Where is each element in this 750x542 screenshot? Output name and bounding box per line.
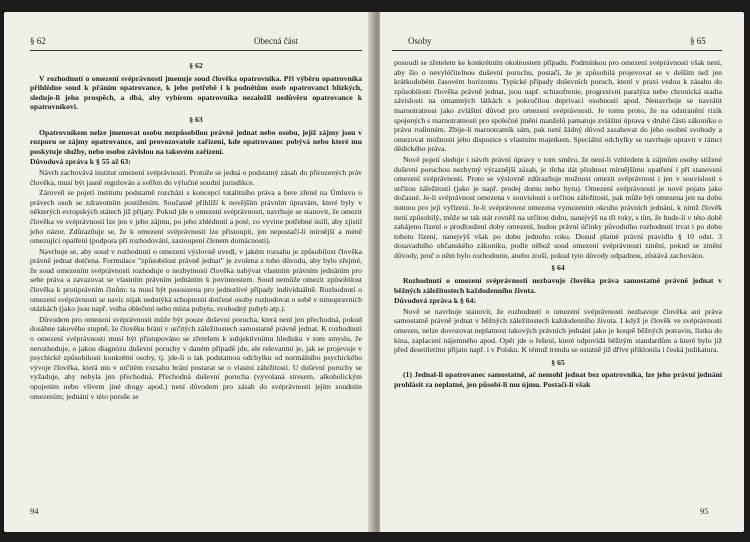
explanatory-heading: Důvodová zpráva k § 64: xyxy=(394,296,477,306)
section-heading: § 64 xyxy=(551,263,565,273)
paragraph: Návrh zachovává institut omezení svéprávnosti. Protože se jedná o podstatný zásah do přirozených práv člověka, musí být jasně regulován a svěřen do výlučné soudní jurisdikce. xyxy=(30,167,362,187)
left-section-number: § 62 xyxy=(30,36,46,46)
paragraph: Nově se navrhuje stanovit, že rozhodnutí o omezení svéprávnosti nezbavuje člověka ani práva samostatně právně jednat v běžných záležitostech každodenního života. I když je člověk ve svéprávnosti omezen, nelze dovozovat neplatnost takových právních jednání jako je koupě běžných potravin, lístku do kina, zaplacení nájemného apod. Opět jde o řešení, které odpovídá běžným standardům a které bylo již před desetiletími přijato např. i v Polsku. K témuž trendu se ostatně již dříve přiklonila i česká judikatura. xyxy=(394,306,722,355)
left-page-body xyxy=(30,58,362,402)
section-heading: § 63 xyxy=(189,114,203,124)
right-running-head: Osoby xyxy=(408,36,432,46)
statute-text: Opatrovníkem nelze jmenovat osobu nezpůsobilou právně jednat nebo osobu, jejíž zájmy jsou v rozporu se zájmy opatrovance, ani provozovatele zařízení, kde opatrovanec pobývá nebo které mu poskytuje služby, nebo osobu závislou na takovém zařízení. xyxy=(30,127,362,156)
section-heading: § 62 xyxy=(189,61,203,70)
left-header-rule xyxy=(30,50,362,51)
statute-text: Rozhodnutí o omezení svéprávnosti nezbavuje člověka práva samostatně právně jednat v běžných záležitostech každodenního života. xyxy=(394,276,722,295)
right-section-number: § 65 xyxy=(690,36,706,46)
section-heading: § 65 xyxy=(551,357,565,367)
left-running-head: Obecná část xyxy=(254,36,298,46)
paragraph: Důvodem pro omezení svéprávnosti může být pouze duševní porucha, která není jen přechodná, pokud dosáhne takového stupně, že člověku brání v určitých záležitostech samostatně právně jednat. K rozhodnutí o omezení svéprávnosti musí být přistupováno se zřetelem k subjektivnímu hledisku v tom smyslu, že nerozhoduje, o jakou diagnózu duševní poruchy v daném případě jde, ale relevantní je, jak se projevuje v psychické způsobilosti konkrétní osoby, tj. jde-li o tak podstatnou odchylku od normálního psychického vývoje člověka, která mu v určitém rozsahu brání postarat se o vlastní záležitosti. U duševní poruchy se vyžaduje, aby nebyla jen přechodná. Přechodná duševní porucha (vyvolaná stresem, alkoholickým opojením nebo vlivem jiné drogy apod.) není důvodem pro zásah do svéprávnosti jejím soudním omezením; jednání v této poruše se xyxy=(30,314,362,401)
statute-text: V rozhodnutí o omezení svéprávnosti jmenuje soud člověka opatrovníka. Při výběru opatrovníka přihlédne soud k přáním opatrovance, k jeho potřebě i k podnětům osob opatrovanci blízkých, sleduje-li jeho prospěch, a dbá, aby vybírem opatrovníka nezaložil nedůvěru opatrovance k opatrovníkovi. xyxy=(30,73,362,112)
explanatory-heading: Důvodová zpráva k § 55 až 63: xyxy=(30,157,131,167)
left-page xyxy=(4,12,374,532)
paragraph: Zároveň se pojetí institutu podstatně rozchází s koncepcí totalitního práva a bere zřetel na Úmluvu o právech osob se zdravotním postižením. Současně přihlíží k novějším právním úpravám, které byly v některých evropských státech již přijaty. Pokud jde o omezení svéprávnosti, navrhuje se stanovit, že omezit člověka ve svéprávnosti lze jen v jeho zájmu, po jeho zhlédnutí a poté, co vyvine potřebné úsilí, aby zjistil jeho názor. Zdůrazňuje se, že k omezení svéprávnosti lze přistoupit, jen nepostačí-li mírnější a méně omezující opatření (podpora při rozhodování, zastoupení členem domácnosti). xyxy=(30,188,362,246)
paragraph: Navrhuje se, aby soud v rozhodnutí o omezení výslovně uvedl, v jakém rozsahu je způsobilost člověka právně jednat dotčena. Formulace "způsobilost právně jednat" je zvolena z toho důvodu, aby bylo zřejmé, že soud omezením svéprávnosti rozhoduje o nezbytnosti člověka nabývat vlastním právním jednáním pro sebe práva a zavazovat se vlastním právním jednáním k povinnostem. Soud nemůže omezit způsobilost člověka k protiprávním činům: ta musí být posouzena pro jednotlivé případy individuálně. Rozhodnutí o omezení svéprávnosti se navíc nijak nedotýká schopnosti dotčené osoby rozhodovat o sobě v nimopravních otázkách (jako jsou např. volba oblečení nebo místa pobytu, svobodný pohyb atp.). xyxy=(30,246,362,314)
right-page-body xyxy=(394,58,722,391)
right-page xyxy=(380,12,744,532)
right-header-rule xyxy=(392,50,722,51)
paragraph: posoudí se zřetelem ke konkrétním okolnostem případu. Podmínkou pro omezení svéprávnosti však není, aby šlo o nevyléčitelnou duševní poruchu, postačí, že je způsobilá projevovat se v delším než jen krátkodobém časovém horizontu. Typické případy duševních poruch, které v praxi vedou k zásahu do způsobilosti člověka právně jednat, jsou např. schizofrenie, progresivní paralýza nebo chronická stadia závislosti na omamných látkách s pokročilou deprivací osobnosti apod. Nenavrhuje se navrátit marnotratnost jako zvláštní důvod pro omezení svéprávnosti. Je tomu proto, že na odstranění rizik spojených s marnotratností pro společné jmění manželů pamatuje zvláštní úprava v druhé části zákoníku o právu rodinném. Zbije-li marnotratník sám, pak není žádný důvod zasahovat do jeho osobní svobody a omezovat možnosti jeho dispozice s vlastním majetkem. Speciální odchylky se navrhuje upravit v rámci dědického práva. xyxy=(394,58,722,154)
right-page-number: 95 xyxy=(700,506,709,516)
statute-text: (1) Jednal-li opatrovanec samostatně, ač nemohl jednat bez opatrovníka, lze jeho právní jednání prohlásit za neplatné, jen působí-li mu újmu. Postačí-li však xyxy=(394,370,722,389)
left-page-number: 94 xyxy=(30,506,39,516)
paragraph: Nově pojetí sleduje i návrh právní úpravy v tom směru, že není-li vzhledem k zájmům osoby stižené duševní poruchou nezbytný výraznější zásah, je třeba dát přednost mírnějšímu opatření i při stanovení omezení svéprávnosti. Proto se výslovně zdůrazňuje možnost omezit svéprávnost i jen v souvislosti s určitou záležitostí (jako je např. prodej domu nebo bytu). Omezení svéprávnosti je nové pojato jako dočasné. Je-li svéprávnost omezena v souvislosti s určitou záležitostí, pak může být omezena jen na dobu nutnou pro její vyřízení. Je-li svéprávnost omezena vymezením okruhu právních jednání, k nimž člověk není způsobilý, může se tak stát rovněž na určitou dobu, nanejvýš na tři roky, s tím, že bude-li v této době zahájeno řízení o prodloužení doby omezení, budou právní účinky původního rozhodnutí trvat i po dobu tohoto řízení, nanejvýš však po dobu jednoho roku. Dosud platné právní pravidlo § 10 odst. 3 dosavadního občanského zákoníku, podle něhož soud omezení svéprávnosti změní, pokud se změní důvody, proč o něm bylo rozhodnuto, anebo zruší, pokud tyto důvody odpadnou, zůstává zachováno. xyxy=(394,154,722,260)
